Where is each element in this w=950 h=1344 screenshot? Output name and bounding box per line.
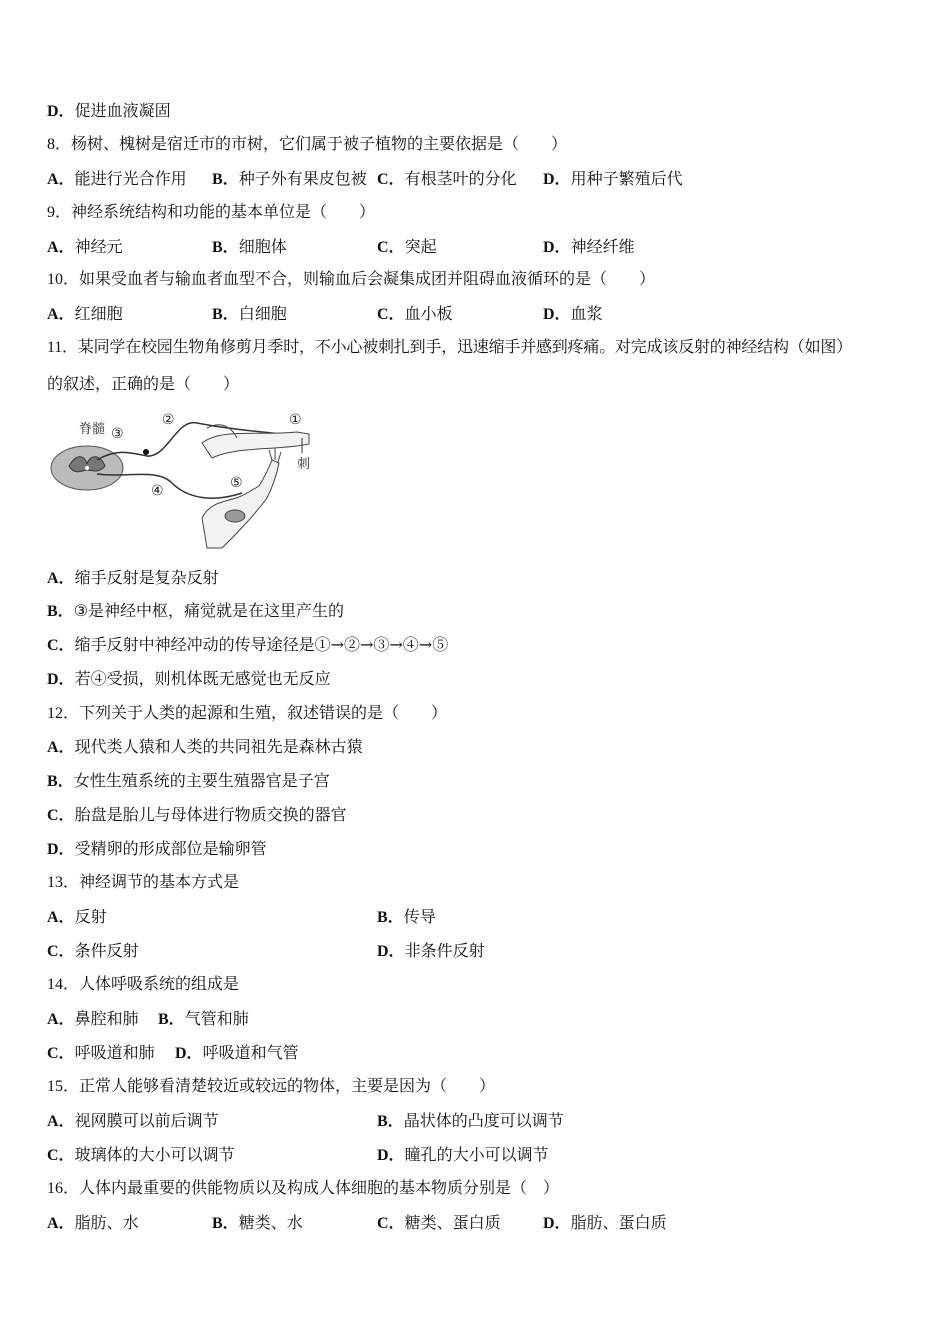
- option-text: 种子外有果皮包被: [238, 169, 367, 188]
- q9-option-c: [377, 237, 437, 258]
- option-letter: D．: [543, 1215, 571, 1232]
- option-text: 糖类、蛋白质: [404, 1213, 501, 1232]
- q8-option-d: [543, 169, 683, 190]
- q8-option-b: [212, 169, 367, 190]
- q11-stem-line1: 11．某同学在校园生物角修剪月季时，不小心被刺扎到手，迅速缩手并感到疼痛。对完成该反射的神经结构（如图）: [47, 339, 853, 356]
- option-text: 传导: [403, 907, 436, 926]
- option-letter: D．: [47, 671, 75, 688]
- option-letter: B．: [377, 1113, 404, 1130]
- option-letter: C．: [47, 1147, 75, 1164]
- q16-option-b: [212, 1213, 303, 1234]
- option-text: 反射: [74, 907, 107, 926]
- option-text: 晶状体的凸度可以调节: [403, 1111, 564, 1130]
- option-letter: B．: [212, 239, 239, 256]
- option-text: 若④受损，则机体既无感觉也无反应: [74, 669, 331, 688]
- q8-option-c: [377, 169, 517, 190]
- option-text: 白细胞: [238, 304, 287, 323]
- option-letter: A．: [47, 306, 75, 323]
- option-letter: B．: [158, 1011, 185, 1028]
- q8-stem: 8．杨树、槐树是宿迁市的市树，它们属于被子植物的主要依据是（ ）: [47, 136, 568, 153]
- option-letter: B．: [377, 909, 404, 926]
- q15-option-b: [377, 1111, 564, 1132]
- q8-option-a: [47, 169, 187, 190]
- option-letter: C．: [377, 239, 405, 256]
- option-text: 促进血液凝固: [74, 101, 171, 120]
- q9-option-b: [212, 237, 287, 258]
- q12-stem: 12．下列关于人类的起源和生殖，叙述错误的是（ ）: [47, 705, 448, 722]
- option-text: 条件反射: [74, 941, 139, 960]
- q15-option-d: [377, 1145, 549, 1166]
- option-letter: D．: [377, 1147, 405, 1164]
- reflex-arc-figure: [47, 408, 317, 553]
- option-text: 突起: [404, 237, 437, 256]
- q16-option-a: [47, 1213, 139, 1234]
- q11-option-b: [47, 601, 344, 622]
- label-3: ③: [111, 426, 124, 442]
- option-letter: C．: [47, 637, 75, 654]
- q14-stem: 14．人体呼吸系统的组成是: [47, 976, 240, 993]
- q11-option-a: [47, 568, 219, 589]
- q15-option-a: [47, 1111, 219, 1132]
- q13-option-c: [47, 941, 139, 962]
- q15-option-c: [47, 1145, 235, 1166]
- option-letter: A．: [47, 239, 75, 256]
- q9-option-d: [543, 237, 635, 258]
- option-text: 糖类、水: [238, 1213, 303, 1232]
- q10-option-a: [47, 304, 123, 325]
- label-1: ①: [289, 412, 302, 428]
- q13-stem: 13．神经调节的基本方式是: [47, 874, 240, 891]
- option-text: 细胞体: [238, 237, 287, 256]
- q16-option-d: [543, 1213, 667, 1234]
- option-letter: C．: [377, 306, 405, 323]
- q7-option-d: [47, 101, 171, 122]
- q13-option-a: [47, 907, 107, 928]
- q14-option-b: [158, 1009, 249, 1030]
- option-text: 玻璃体的大小可以调节: [74, 1145, 235, 1164]
- option-text: 呼吸道和气管: [202, 1043, 299, 1062]
- label-2: ②: [162, 412, 175, 428]
- q14-option-a: [47, 1009, 139, 1030]
- option-letter: B．: [212, 1215, 239, 1232]
- option-letter: B．: [47, 773, 74, 790]
- option-letter: D．: [543, 171, 571, 188]
- q12-option-d: [47, 839, 267, 860]
- q16-stem: 16．人体内最重要的供能物质以及构成人体细胞的基本物质分别是（ ）: [47, 1180, 560, 1197]
- option-letter: D．: [377, 943, 405, 960]
- option-letter: C．: [47, 943, 75, 960]
- q12-option-b: [47, 771, 330, 792]
- option-letter: D．: [47, 103, 75, 120]
- option-text: 红细胞: [74, 304, 123, 323]
- option-letter: C．: [47, 807, 75, 824]
- option-letter: B．: [212, 306, 239, 323]
- option-letter: D．: [543, 239, 571, 256]
- label-thorn: 刺: [297, 457, 311, 472]
- option-text: 有根茎叶的分化: [404, 169, 517, 188]
- option-text: 缩手反射中神经冲动的传导途径是①→②→③→④→⑤: [74, 635, 449, 654]
- q10-stem: 10．如果受血者与输血者血型不合，则输血后会凝集成团并阻碍血液循环的是（ ）: [47, 271, 656, 288]
- option-letter: D．: [47, 841, 75, 858]
- option-text: 受精卵的形成部位是输卵管: [74, 839, 267, 858]
- option-letter: D．: [175, 1045, 203, 1062]
- q11-option-d: [47, 669, 331, 690]
- option-letter: B．: [47, 603, 74, 620]
- ganglion-dot: [143, 449, 149, 455]
- option-letter: A．: [47, 1215, 75, 1232]
- option-letter: A．: [47, 171, 75, 188]
- q12-option-a: [47, 737, 363, 758]
- option-letter: A．: [47, 570, 75, 587]
- option-text: 现代类人猿和人类的共同祖先是森林古猿: [74, 737, 363, 756]
- option-letter: C．: [377, 1215, 405, 1232]
- option-text: 缩手反射是复杂反射: [74, 568, 219, 587]
- option-letter: C．: [377, 171, 405, 188]
- option-text: 鼻腔和肺: [74, 1009, 139, 1028]
- option-text: ③是神经中枢，痛觉就是在这里产生的: [73, 601, 345, 620]
- q13-option-b: [377, 907, 436, 928]
- option-letter: A．: [47, 1011, 75, 1028]
- label-4: ④: [151, 483, 164, 499]
- q12-option-c: [47, 805, 347, 826]
- option-letter: B．: [212, 171, 239, 188]
- option-text: 神经纤维: [570, 237, 635, 256]
- q14-option-c: [47, 1043, 155, 1064]
- option-text: 女性生殖系统的主要生殖器官是子宫: [73, 771, 330, 790]
- option-text: 胎盘是胎儿与母体进行物质交换的器官: [74, 805, 347, 824]
- spinal-cord-icon: [51, 446, 123, 490]
- option-letter: A．: [47, 739, 75, 756]
- q14-option-d: [175, 1043, 299, 1064]
- q15-stem: 15．正常人能够看清楚较近或较远的物体，主要是因为（ ）: [47, 1078, 496, 1095]
- q9-stem: 9．神经系统结构和功能的基本单位是（ ）: [47, 204, 376, 221]
- q11-stem-line2: 的叙述，正确的是（ ）: [47, 376, 240, 393]
- option-text: 脂肪、蛋白质: [570, 1213, 667, 1232]
- option-text: 能进行光合作用: [74, 169, 187, 188]
- q9-option-a: [47, 237, 123, 258]
- option-text: 用种子繁殖后代: [570, 169, 683, 188]
- option-letter: C．: [47, 1045, 75, 1062]
- option-text: 视网膜可以前后调节: [74, 1111, 219, 1130]
- option-text: 非条件反射: [404, 941, 485, 960]
- q16-option-c: [377, 1213, 501, 1234]
- option-text: 神经元: [74, 237, 123, 256]
- option-text: 呼吸道和肺: [74, 1043, 155, 1062]
- option-letter: D．: [543, 306, 571, 323]
- option-letter: A．: [47, 1113, 75, 1130]
- label-spinal-cord: 脊髓: [79, 422, 106, 437]
- option-text: 脂肪、水: [74, 1213, 139, 1232]
- q10-option-d: [543, 304, 603, 325]
- label-5: ⑤: [230, 475, 243, 491]
- option-text: 瞳孔的大小可以调节: [404, 1145, 549, 1164]
- q13-option-d: [377, 941, 485, 962]
- option-text: 血小板: [404, 304, 453, 323]
- option-letter: A．: [47, 909, 75, 926]
- q10-option-b: [212, 304, 287, 325]
- q10-option-c: [377, 304, 453, 325]
- option-text: 气管和肺: [184, 1009, 249, 1028]
- upper-arm-icon: [202, 425, 309, 458]
- option-text: 血浆: [570, 304, 603, 323]
- q11-option-c: [47, 635, 448, 656]
